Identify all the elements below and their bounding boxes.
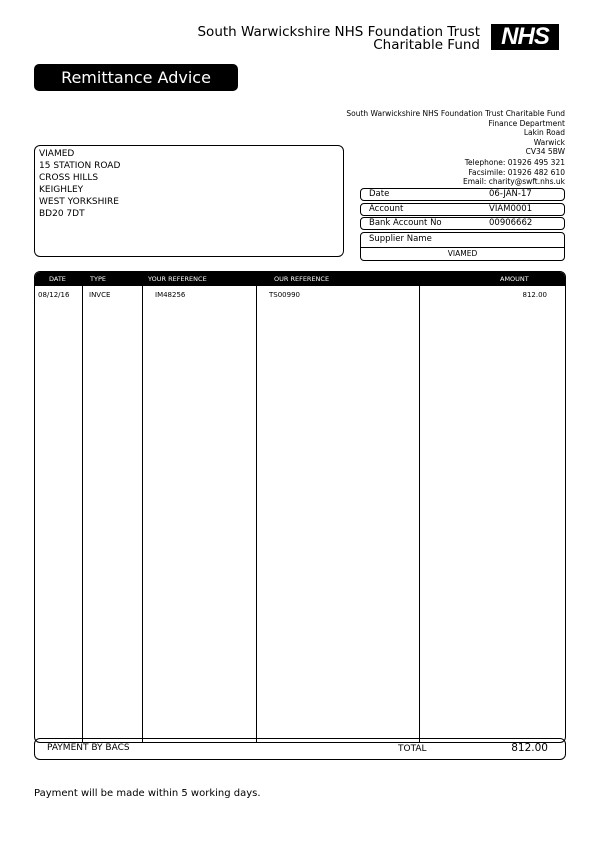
page-title: Remittance Advice [34,64,238,91]
date-value: 06-JAN-17 [489,189,532,199]
sender-address [346,109,565,157]
sender-line: South Warwickshire NHS Foundation Trust Charitable Fund [346,109,565,118]
col-header-date: DATE [49,275,66,283]
column-divider [419,272,420,742]
email: Email: charity@swft.nhs.uk [462,177,565,186]
table-header [35,272,565,286]
row-amount: 812.00 [522,291,547,299]
supplier-name-label: Supplier Name [369,234,432,244]
row-our-reference: TS00990 [269,291,300,299]
sender-line: Warwick [533,137,565,147]
org-name-line1: South Warwickshire NHS Foundation Trust [197,24,480,40]
column-divider [82,272,83,742]
column-divider [256,272,257,742]
bank-account-value: 00906662 [489,218,533,228]
bank-account-label: Bank Account No [369,218,442,228]
sender-line: Finance Department [488,118,565,128]
col-header-amount: AMOUNT [500,275,529,283]
account-field [360,203,565,216]
telephone: Telephone: 01926 495 321 [464,158,565,167]
remittance-table [34,271,566,743]
org-name [197,26,480,52]
payment-method: PAYMENT BY BACS [47,743,130,753]
recipient-address-box [34,145,344,257]
row-your-reference: IM48256 [155,291,186,299]
supplier-name-value: VIAMED [361,247,564,260]
recipient-line: BD20 7DT [39,209,85,219]
col-header-your-reference: YOUR REFERENCE [148,275,207,283]
recipient-line: WEST YORKSHIRE [39,197,119,207]
recipient-line: VIAMED [39,149,75,159]
nhs-logo: NHS [491,24,559,50]
sender-line: CV34 5BW [525,147,565,156]
recipient-line: CROSS HILLS [39,173,99,183]
facsimile: Facsimile: 01926 482 610 [468,167,565,177]
row-type: INVCE [89,291,111,299]
account-label: Account [369,204,404,214]
total-label: TOTAL [398,744,427,754]
row-date: 08/12/16 [38,291,70,299]
sender-line: Lakin Road [523,128,565,137]
date-label: Date [369,189,390,199]
totals-bar [34,738,566,760]
col-header-our-reference: OUR REFERENCE [274,275,330,283]
total-value: 812.00 [511,742,548,754]
contact-details [463,158,565,187]
supplier-name-field [360,232,565,261]
recipient-line: KEIGHLEY [39,185,84,195]
col-header-type: TYPE [90,275,106,283]
account-value: VIAM0001 [489,204,533,214]
org-name-line2: Charitable Fund [373,37,480,53]
payment-note: Payment will be made within 5 working days. [34,788,261,799]
bank-account-field [360,217,565,230]
date-field [360,188,565,201]
column-divider [142,272,143,742]
recipient-line: 15 STATION ROAD [39,161,121,171]
